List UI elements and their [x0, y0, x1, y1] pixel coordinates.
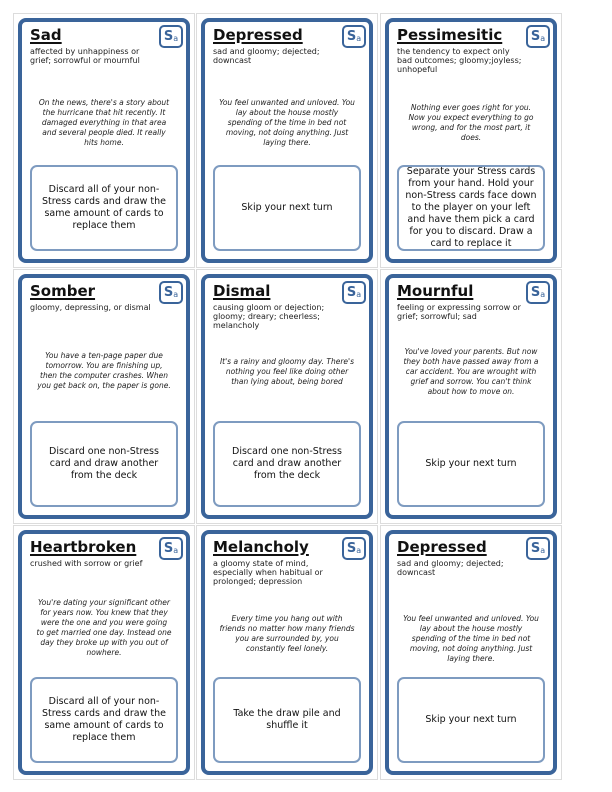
badge-letter: S [346, 29, 357, 44]
card-definition: sad and gloomy; dejected; downcast [213, 47, 320, 65]
card-cell [13, 13, 195, 268]
card-cell [13, 525, 195, 780]
badge-letter: S [530, 285, 541, 300]
card-definition: crushed with sorrow or grief [30, 559, 143, 568]
badge-letter: S [163, 541, 174, 556]
stress-badge-icon [159, 281, 183, 304]
card-flavor-text: You feel unwanted and unloved. You lay about the house mostly spending of the time in bed not moving, not doing anything. Just laying there. [403, 614, 539, 663]
stress-card-somber [18, 274, 190, 519]
badge-subscript: a [540, 546, 546, 555]
card-title: Depressed [213, 26, 303, 44]
card-effect-box [213, 165, 361, 251]
card-effect-text: Discard one non-Stress card and draw another from the deck [232, 446, 342, 481]
card-flavor-text: You feel unwanted and unloved. You lay about the house mostly spending of the time in bed not moving, not doing anything. Just laying there. [219, 98, 355, 147]
card-cell [380, 525, 562, 780]
stress-card-depressed [201, 18, 373, 263]
card-effect-box [213, 421, 361, 507]
card-flavor-text: Nothing ever goes right for you. Now you expect everything to go wrong, and for the most part, it does. [408, 103, 534, 142]
card-effect-text: Discard one non-Stress card and draw another from the deck [49, 446, 159, 481]
card-cell [380, 13, 562, 268]
card-sheet [13, 13, 562, 779]
card-effect-box [30, 421, 178, 507]
card-definition: sad and gloomy; dejected; downcast [397, 559, 504, 577]
badge-letter: S [530, 29, 541, 44]
card-effect-text: Skip your next turn [241, 202, 333, 213]
card-title: Heartbroken [30, 538, 137, 556]
badge-subscript: a [173, 290, 179, 299]
card-title: Somber [30, 282, 96, 300]
stress-badge-icon [159, 537, 183, 560]
stress-card-sad [18, 18, 190, 263]
stress-badge-icon [342, 25, 366, 48]
card-flavor-text: Every time you hang out with friends no matter how many friends you are surrounded by, you constantly feel lonely. [219, 614, 355, 653]
card-cell [196, 269, 378, 524]
card-effect-box [397, 677, 545, 763]
card-definition: the tendency to expect only bad outcomes; gloomy;joyless; unhopeful [397, 47, 522, 74]
card-effect-box [397, 421, 545, 507]
card-flavor-text: On the news, there's a story about the hurricane that hit recently. It damaged everything in that area and several people died. It really hits home. [38, 98, 170, 147]
badge-subscript: a [173, 34, 179, 43]
card-title: Pessimesitic [397, 26, 503, 44]
card-effect-box [397, 165, 545, 251]
card-title: Sad [30, 26, 62, 44]
card-effect-box [213, 677, 361, 763]
card-title: Depressed [397, 538, 487, 556]
stress-badge-icon [342, 281, 366, 304]
badge-subscript: a [356, 34, 362, 43]
stress-badge-icon [159, 25, 183, 48]
stress-card-dismal [201, 274, 373, 519]
badge-letter: S [530, 541, 541, 556]
card-effect-text: Take the draw pile and shuffle it [233, 708, 341, 731]
stress-badge-icon [526, 281, 550, 304]
stress-badge-icon [342, 537, 366, 560]
card-definition: a gloomy state of mind, especially when habitual or prolonged; depression [213, 559, 323, 586]
badge-letter: S [346, 541, 357, 556]
badge-subscript: a [356, 546, 362, 555]
badge-letter: S [163, 29, 174, 44]
card-title: Dismal [213, 282, 271, 300]
card-cell [13, 269, 195, 524]
stress-card-heartbroken [18, 530, 190, 775]
card-flavor-text: You're dating your significant other for years now. You knew that they were the one and you were going to get married one day. Instead one day they broke up with you out of nowhere. [36, 598, 172, 657]
card-title: Melancholy [213, 538, 309, 556]
stress-card-depressed-2 [385, 530, 557, 775]
stress-badge-icon [526, 25, 550, 48]
stress-card-pessimesitic [385, 18, 557, 263]
card-flavor-text: You've loved your parents. But now they both have passed away from a car accident. You are wrought with grief and sorrow. You can't think about how to move on. [403, 347, 539, 396]
card-cell [196, 13, 378, 268]
card-flavor-text: It's a rainy and gloomy day. There's nothing you feel like doing other than lying about, being bored [219, 357, 355, 386]
card-effect-box [30, 677, 178, 763]
card-cell [380, 269, 562, 524]
card-effect-text: Skip your next turn [425, 458, 517, 469]
card-effect-text: Discard all of your non-Stress cards and draw the same amount of cards to replace them [41, 184, 167, 231]
card-effect-text: Discard all of your non-Stress cards and draw the same amount of cards to replace them [41, 696, 167, 743]
stress-card-mournful [385, 274, 557, 519]
badge-subscript: a [540, 34, 546, 43]
card-effect-text: Separate your Stress cards from your hand. Hold your non-Stress cards face down to the player on your left and have them pick a card for you to discard. Draw a card to replace it [405, 166, 537, 249]
card-effect-text: Skip your next turn [425, 714, 517, 725]
stress-badge-icon [526, 537, 550, 560]
badge-letter: S [346, 285, 357, 300]
stress-card-melancholy [201, 530, 373, 775]
card-definition: gloomy, depressing, or dismal [30, 303, 151, 312]
badge-subscript: a [356, 290, 362, 299]
card-definition: feeling or expressing sorrow or grief; sorrowful; sad [397, 303, 521, 321]
card-effect-box [30, 165, 178, 251]
badge-subscript: a [540, 290, 546, 299]
card-flavor-text: You have a ten-page paper due tomorrow. You are finishing up, then the computer crashes. When you get back on, the paper is gone. [37, 351, 171, 390]
card-definition: affected by unhappiness or grief; sorrowful or mournful [30, 47, 140, 65]
badge-subscript: a [173, 546, 179, 555]
card-definition: causing gloom or dejection; gloomy; dreary; cheerless; melancholy [213, 303, 325, 330]
card-title: Mournful [397, 282, 474, 300]
badge-letter: S [163, 285, 174, 300]
card-cell [196, 525, 378, 780]
